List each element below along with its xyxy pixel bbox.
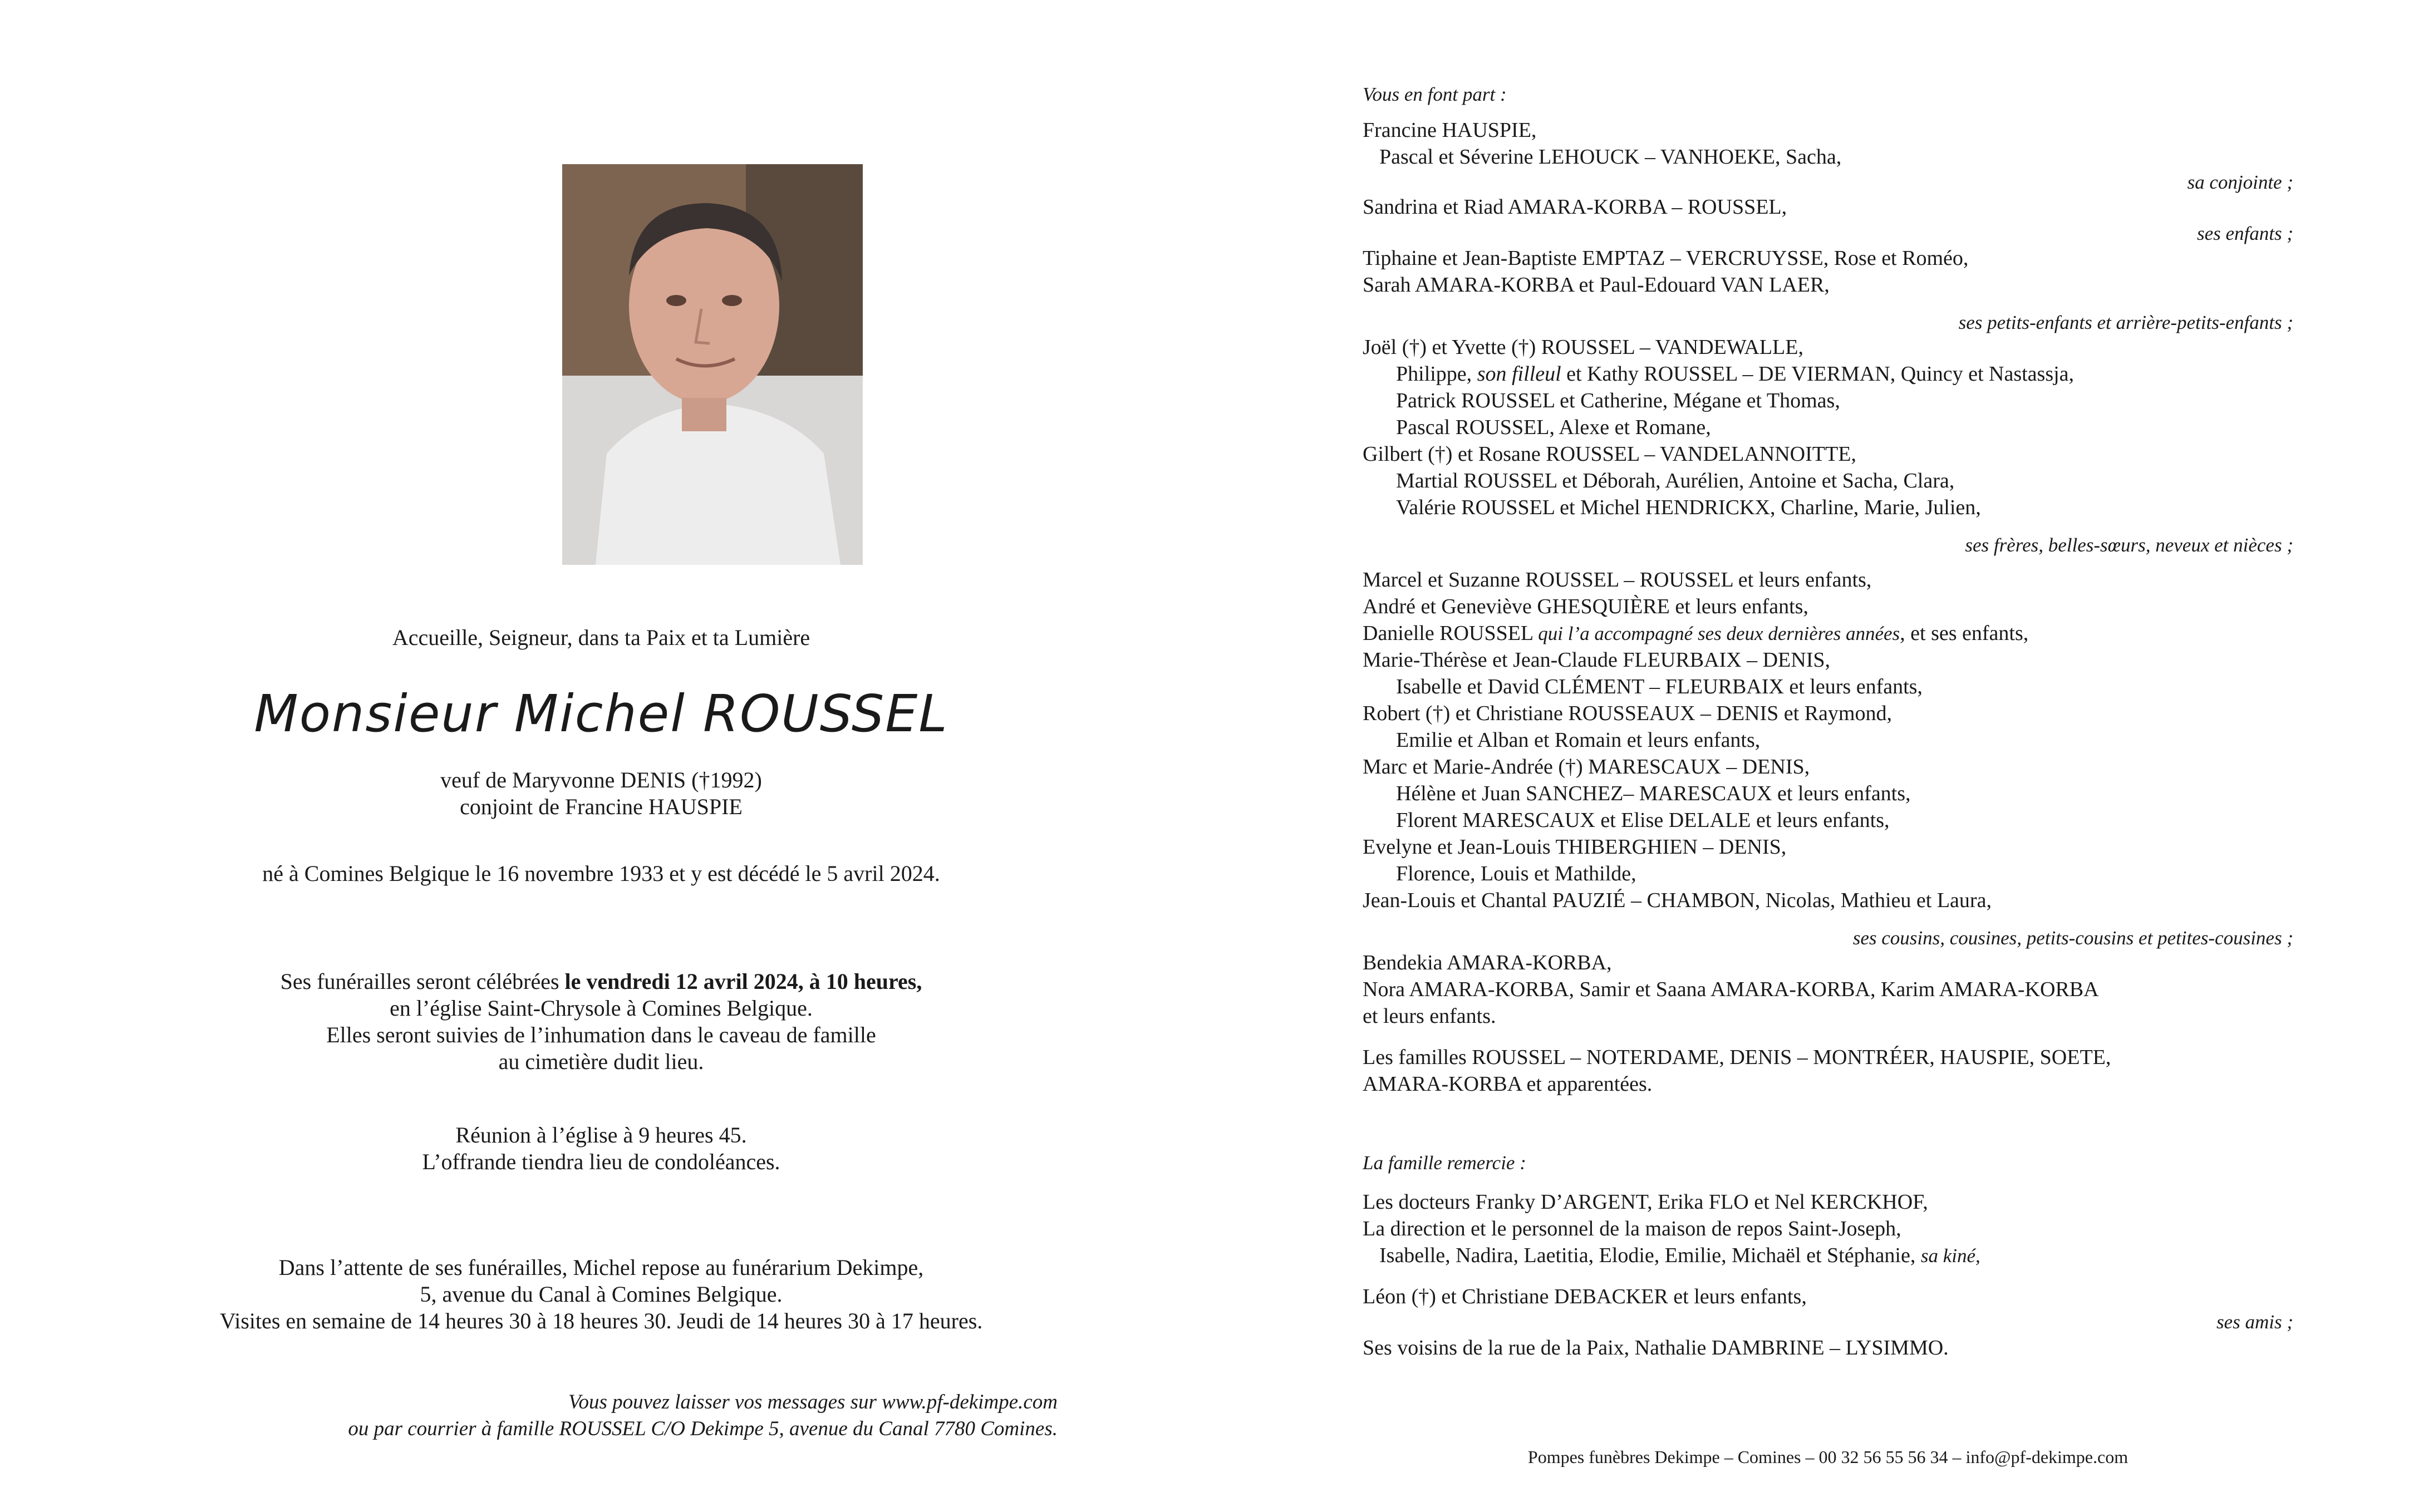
family-line: Martial ROUSSEL et Déborah, Aurélien, Antoine et Sacha, Clara, (1396, 469, 1955, 492)
family-line: Florence, Louis et Mathilde, (1396, 862, 1636, 885)
relation-label: sa conjointe ; (2187, 171, 2293, 193)
messages-info (100, 1389, 1058, 1442)
relation-label: ses amis ; (2216, 1311, 2293, 1333)
relation-label: ses cousins, cousines, petits-cousins et petites-cousines ; (1852, 927, 2293, 949)
thanks-note: sa kiné, (1920, 1245, 1980, 1267)
family-line: Pascal et Séverine LEHOUCK – VANHOEKE, Sacha, (1379, 145, 1842, 169)
messages-line-1: Vous pouvez laisser vos messages sur www.pf-dekimpe.com (568, 1391, 1058, 1414)
thanks-line: La direction et le personnel de la maison de repos Saint-Joseph, (1363, 1217, 1901, 1240)
rest-line-1: Dans l’attente de ses funérailles, Michel repose au funérarium Dekimpe, (278, 1255, 924, 1280)
funeral-line-1 (100, 968, 1102, 995)
relation-label: ses enfants ; (2196, 223, 2293, 244)
thanks-line: Léon (†) et Christiane DEBACKER et leurs enfants, (1363, 1285, 1807, 1308)
partner-line: conjoint de Francine HAUSPIE (460, 794, 743, 819)
family-line: Jean-Louis et Chantal PAUZIÉ – CHAMBON, Nicolas, Mathieu et Laura, (1363, 889, 1992, 912)
relation-label: ses petits-enfants et arrière-petits-enfants ; (1958, 312, 2293, 333)
family-line: Joël (†) et Yvette (†) ROUSSEL – VANDEWALLE, (1363, 336, 1803, 359)
family-text: , et ses enfants, (1900, 622, 2029, 645)
family-line: Hélène et Juan SANCHEZ– MARESCAUX et leurs enfants, (1396, 782, 1911, 805)
birth-death-line: né à Comines Belgique le 16 novembre 1933 et y est décédé le 5 avril 2024. (262, 861, 940, 886)
thanks-line: Les docteurs Franky D’ARGENT, Erika FLO et Nel KERCKHOF, (1363, 1190, 1928, 1214)
family-line: Isabelle et David CLÉMENT – FLEURBAIX et leurs enfants, (1396, 675, 1923, 698)
thanks-header: La famille remercie : (1363, 1152, 1526, 1174)
deceased-name: Monsieur Michel ROUSSEL (254, 684, 948, 743)
family-line: Evelyne et Jean-Louis THIBERGHIEN – DENIS, (1363, 835, 1787, 859)
prayer-line: Accueille, Seigneur, dans ta Paix et ta Lumière (392, 625, 810, 650)
family-line: Sandrina et Riad AMARA-KORBA – ROUSSEL, (1363, 195, 1787, 219)
family-line: Pascal ROUSSEL, Alexe et Romane, (1396, 416, 1711, 439)
family-line: et leurs enfants. (1363, 1004, 1496, 1028)
funeral-date: le vendredi 12 avril 2024, à 10 heures, (564, 969, 922, 994)
family-line: Marie-Thérèse et Jean-Claude FLEURBAIX – DENIS, (1363, 648, 1830, 672)
family-line: AMARA-KORBA et apparentées. (1363, 1072, 1653, 1096)
meeting-line-2: L’offrande tiendra lieu de condoléances. (422, 1149, 780, 1174)
messages-line-2: ou par courrier à famille ROUSSEL C/O Dekimpe 5, avenue du Canal 7780 Comines. (348, 1417, 1058, 1440)
rest-info (100, 1254, 1102, 1334)
funeral-home-footer: Pompes funèbres Dekimpe – Comines – 00 32 56 55 56 34 – info@pf-dekimpe.com (1527, 1447, 2129, 1467)
family-status (100, 767, 1102, 820)
meeting-info (100, 1122, 1102, 1175)
family-line: Sarah AMARA-KORBA et Paul-Edouard VAN LAER, (1363, 273, 1830, 297)
family-line: André et Geneviève GHESQUIÈRE et leurs enfants, (1363, 595, 1808, 618)
family-line (1363, 620, 2028, 647)
thanks-line (1363, 1242, 1980, 1269)
family-text: Danielle ROUSSEL (1363, 622, 1539, 645)
family-line: Florent MARESCAUX et Elise DELALE et leurs enfants, (1396, 809, 1890, 832)
family-note: qui l’a accompagné ses deux dernières années (1538, 623, 1900, 644)
family-line: Gilbert (†) et Rosane ROUSSEL – VANDELANNOITTE, (1363, 442, 1856, 466)
funeral-info (100, 968, 1102, 1075)
funeral-line-4: au cimetière dudit lieu. (498, 1049, 704, 1074)
family-line: Emilie et Alban et Romain et leurs enfants, (1396, 728, 1761, 752)
family-line (1363, 361, 2074, 387)
portrait-photo (562, 164, 863, 565)
funeral-line-2: en l’église Saint-Chrysole à Comines Belgique. (390, 996, 813, 1021)
family-line: Francine HAUSPIE, (1363, 119, 1537, 142)
family-line: Valérie ROUSSEL et Michel HENDRICKX, Charline, Marie, Julien, (1396, 496, 1981, 519)
family-line: Patrick ROUSSEL et Catherine, Mégane et Thomas, (1396, 389, 1840, 412)
family-line: Les familles ROUSSEL – NOTERDAME, DENIS – MONTRÉER, HAUSPIE, SOETE, (1363, 1046, 2111, 1069)
family-line: Marc et Marie-Andrée (†) MARESCAUX – DENIS, (1363, 755, 1810, 779)
meeting-line-1: Réunion à l’église à 9 heures 45. (455, 1122, 747, 1147)
family-line: Nora AMARA-KORBA, Samir et Saana AMARA-KORBA, Karim AMARA-KORBA (1363, 978, 2099, 1001)
family-line: Marcel et Suzanne ROUSSEL – ROUSSEL et leurs enfants, (1363, 568, 1872, 592)
funeral-line-3: Elles seront suivies de l’inhumation dans le caveau de famille (326, 1022, 876, 1047)
rest-line-2: 5, avenue du Canal à Comines Belgique. (420, 1282, 783, 1307)
family-text: et Kathy ROUSSEL – DE VIERMAN, Quincy et Nastassja, (1561, 362, 2075, 386)
thanks-line: Ses voisins de la rue de la Paix, Nathalie DAMBRINE – LYSIMMO. (1363, 1336, 1949, 1360)
thanks-text: Isabelle, Nadira, Laetitia, Elodie, Emilie, Michaël et Stéphanie, (1379, 1244, 1921, 1267)
family-text: Philippe, (1396, 362, 1477, 386)
family-note: son filleul (1477, 362, 1561, 386)
rest-line-3: Visites en semaine de 14 heures 30 à 18 heures 30. Jeudi de 14 heures 30 à 17 heures. (219, 1308, 983, 1333)
widow-line: veuf de Maryvonne DENIS (†1992) (440, 767, 762, 792)
family-line: Bendekia AMARA-KORBA, (1363, 951, 1612, 974)
relation-label: ses frères, belles-sœurs, neveux et nièces ; (1965, 534, 2293, 556)
announce-header: Vous en font part : (1363, 83, 1507, 105)
family-line: Robert (†) et Christiane ROUSSEAUX – DENIS et Raymond, (1363, 702, 1892, 725)
family-line: Tiphaine et Jean-Baptiste EMPTAZ – VERCRUYSSE, Rose et Roméo, (1363, 247, 1969, 270)
funeral-text: Ses funérailles seront célébrées (280, 969, 565, 994)
